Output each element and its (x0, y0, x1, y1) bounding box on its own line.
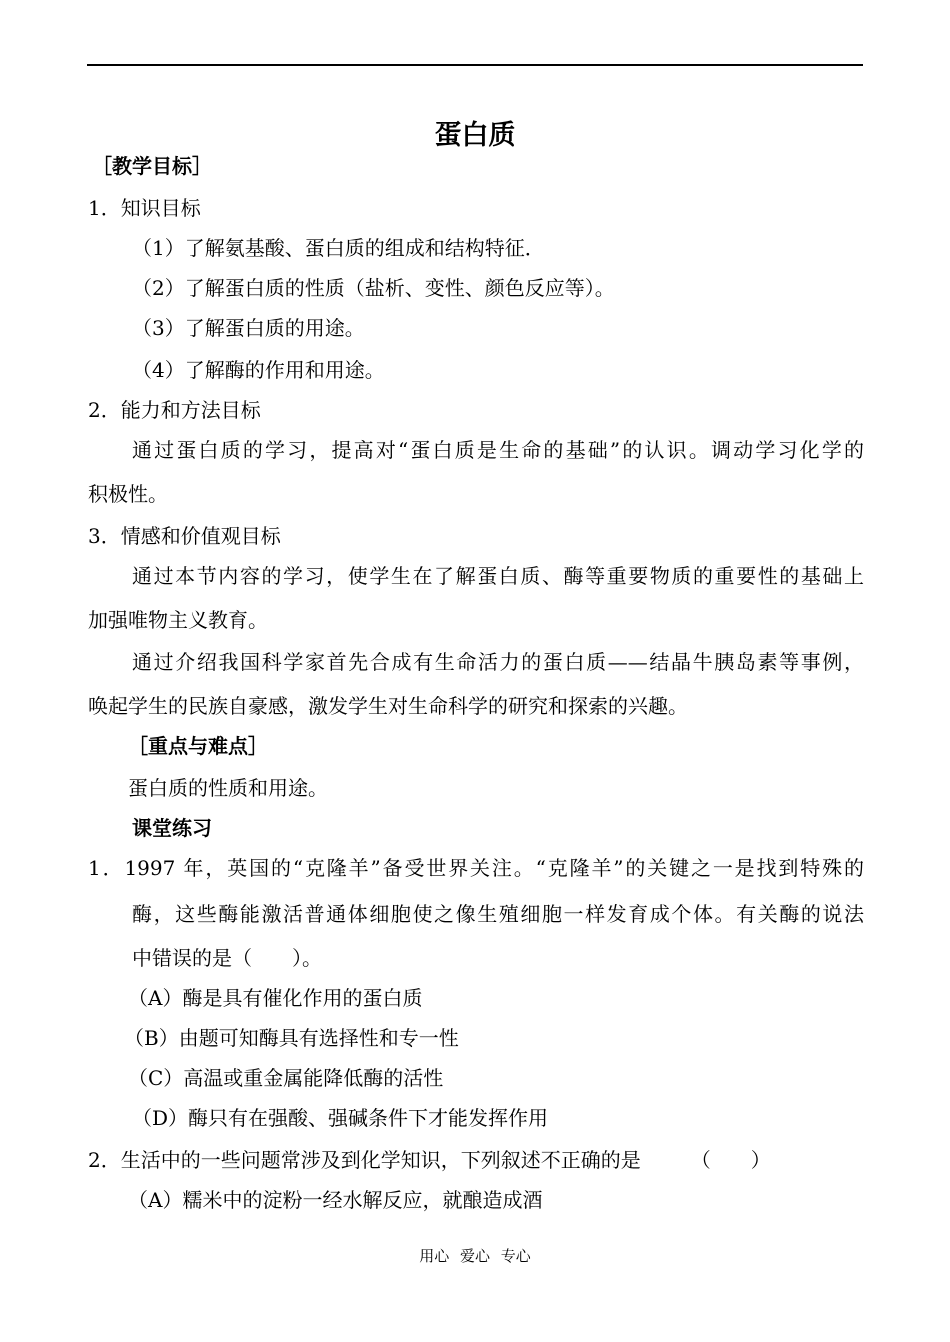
text-line: 通过蛋白质的学习，提高对“蛋白质是生命的基础”的认识。调动学习化学的 (132, 438, 864, 462)
text-line: （4）了解酶的作用和用途。 (132, 358, 385, 382)
text-line: （B）由题可知酶具有选择性和专一性 (124, 1026, 459, 1050)
text-line: 通过介绍我国科学家首先合成有生命活力的蛋白质——结晶牛胰岛素等事例， (132, 650, 864, 674)
text-line: 2．能力和方法目标 (88, 398, 261, 422)
text-line: 加强唯物主义教育。 (88, 608, 268, 632)
text-line: 课堂练习 (132, 816, 212, 840)
text-line: 1．1997 年，英国的“克隆羊”备受世界关注。“克隆羊”的关键之一是找到特殊的 (88, 856, 864, 880)
text-line: 酶，这些酶能激活普通体细胞使之像生殖细胞一样发育成个体。有关酶的说法 (132, 902, 864, 926)
text-line: （C）高温或重金属能降低酶的活性 (128, 1066, 444, 1090)
text-line: 3．情感和价值观目标 (88, 524, 281, 548)
text-line: 1．知识目标 (88, 196, 201, 220)
header-rule (87, 64, 863, 66)
text-line: 2．生活中的一些问题常涉及到化学知识，下列叙述不正确的是 （ ） (88, 1148, 771, 1172)
text-line: 唤起学生的民族自豪感，激发学生对生命科学的研究和探索的兴趣。 (88, 694, 688, 718)
text-line: （1）了解氨基酸、蛋白质的组成和结构特征． (132, 236, 545, 260)
text-line: 通过本节内容的学习，使学生在了解蛋白质、酶等重要物质的重要性的基础上 (132, 564, 864, 588)
text-line: 蛋白质的性质和用途。 (128, 776, 328, 800)
text-line: ［教学目标］ (92, 154, 212, 178)
page-title: 蛋白质 (434, 120, 516, 151)
text-line: 积极性。 (88, 482, 168, 506)
text-line: （2）了解蛋白质的性质（盐析、变性、颜色反应等）。 (132, 276, 615, 300)
page-footer: 用心 爱心 专心 (419, 1247, 531, 1265)
text-line: 中错误的是（ ）。 (132, 946, 322, 970)
text-line: （A）糯米中的淀粉一经水解反应，就酿造成酒 (128, 1188, 543, 1212)
text-line: （3）了解蛋白质的用途。 (132, 316, 365, 340)
text-line: （D）酶只有在强酸、强碱条件下才能发挥作用 (132, 1106, 549, 1130)
text-line: （A）酶是具有催化作用的蛋白质 (128, 986, 423, 1010)
text-line: ［重点与难点］ (128, 734, 268, 758)
